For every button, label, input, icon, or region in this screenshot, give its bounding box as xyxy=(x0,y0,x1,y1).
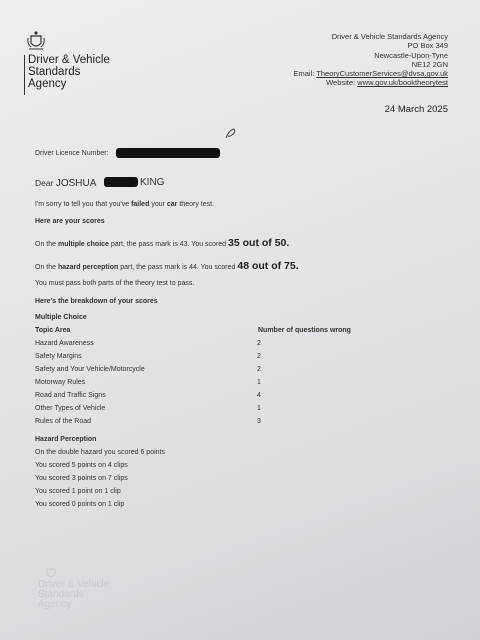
hazard-perception-heading: Hazard Perception xyxy=(35,436,97,443)
ink-scribble-icon xyxy=(224,126,238,140)
list-item: You scored 5 points on 4 clips xyxy=(35,462,128,469)
multiple-choice-heading: Multiple Choice xyxy=(35,314,87,321)
multiple-choice-result: On the multiple choice part, the pass mark is 43. You scored 35 out of 50. xyxy=(35,237,290,249)
website-link[interactable]: www.gov.uk/booktheorytest xyxy=(357,78,448,88)
topic-column-header: Topic Area xyxy=(35,327,71,334)
watermark-crest-icon xyxy=(44,566,58,580)
table-row: Safety Margins 2 xyxy=(35,353,261,360)
email-link[interactable]: TheoryCustomerServices@dvsa.gov.uk xyxy=(316,69,448,79)
royal-crest-icon xyxy=(26,30,46,52)
agency-logo-text: Driver & Vehicle Standards Agency xyxy=(28,54,110,90)
list-item: You scored 0 points on 1 clip xyxy=(35,501,125,508)
intro-text: I'm sorry to tell you that you've failed your car theory test. xyxy=(35,201,214,208)
letter-date: 24 March 2025 xyxy=(384,104,448,115)
scores-heading: Here are your scores xyxy=(35,218,105,225)
table-row: Safety and Your Vehicle/Motorcycle 2 xyxy=(35,366,261,373)
surname: KING xyxy=(140,177,165,188)
list-item: You scored 3 points on 7 clips xyxy=(35,475,128,482)
wrong-column-header: Number of questions wrong xyxy=(258,327,351,334)
name-redacted xyxy=(104,177,138,187)
breakdown-heading: Here's the breakdown of your scores xyxy=(35,298,158,305)
licence-label: Driver Licence Number: xyxy=(35,150,109,157)
table-row: Rules of the Road 3 xyxy=(35,418,261,425)
table-row: Other Types of Vehicle 1 xyxy=(35,405,261,412)
sender-address: Driver & Vehicle Standards Agency PO Box 349 Newcastle-Upon-Tyne NE12 2GN Email: TheoryCustomerServices@dvsa.gov.uk Website: www.gov.uk/booktheorytest xyxy=(293,32,448,88)
salutation: Dear JOSHUA xyxy=(35,178,97,189)
licence-number-redacted xyxy=(116,148,220,158)
pass-requirement: You must pass both parts of the theory test to pass. xyxy=(35,280,195,287)
logo-divider xyxy=(24,55,25,95)
watermark-logo-text: Driver & Vehicle Standards Agency xyxy=(38,579,110,610)
list-item: On the double hazard you scored 6 points xyxy=(35,449,165,456)
hazard-perception-result: On the hazard perception part, the pass mark is 44. You scored 48 out of 75. xyxy=(35,260,299,272)
table-header xyxy=(35,327,351,334)
table-row: Motorway Rules 1 xyxy=(35,379,261,386)
table-row: Hazard Awareness 2 xyxy=(35,340,261,347)
list-item: You scored 1 point on 1 clip xyxy=(35,488,121,495)
table-row: Road and Traffic Signs 4 xyxy=(35,392,261,399)
